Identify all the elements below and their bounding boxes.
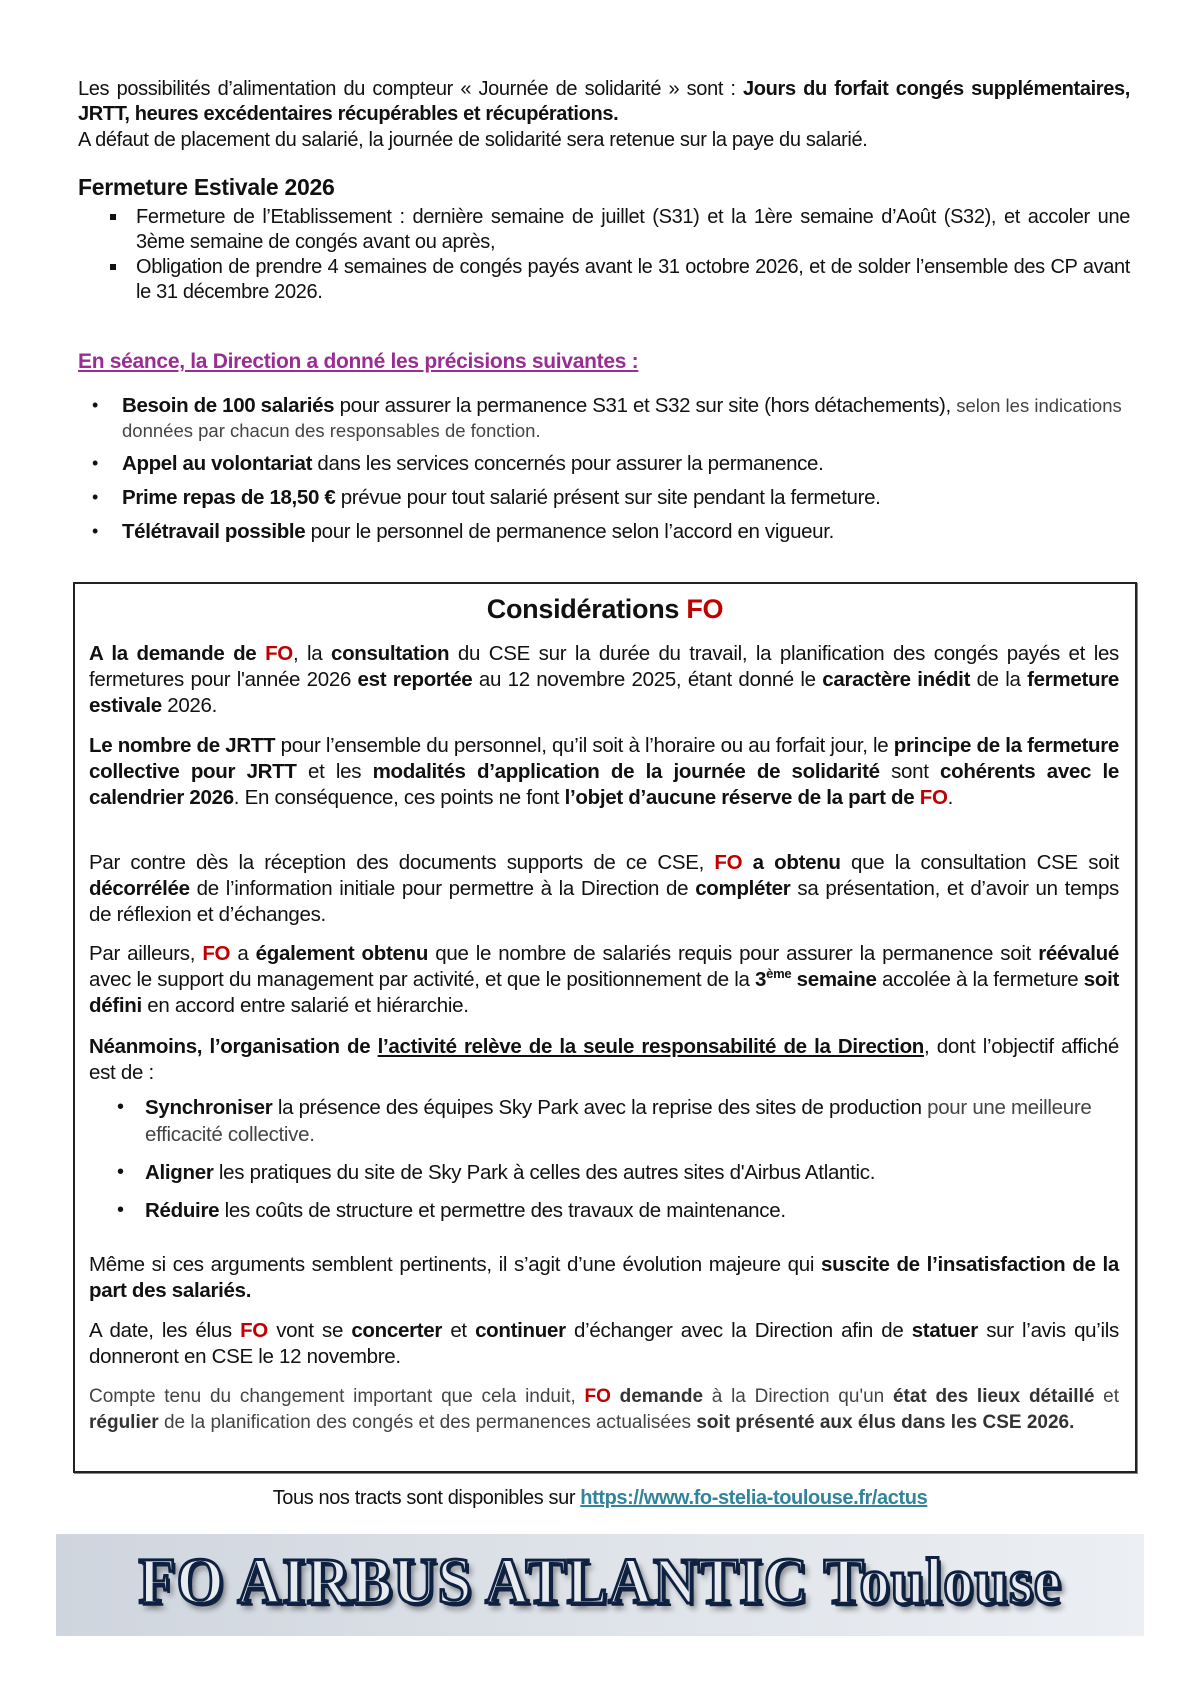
t: décorrélée	[89, 877, 190, 900]
t: Par contre dès la réception des documents supports de ce CSE,	[89, 851, 715, 874]
t: Réduire	[145, 1199, 220, 1222]
t: accolée à la fermeture	[876, 968, 1084, 991]
t: semaine	[791, 968, 877, 991]
t: concerter	[351, 1319, 443, 1342]
fo-mark: FO	[202, 942, 231, 965]
t: 2026.	[161, 694, 218, 717]
footer-tracts-line	[0, 1487, 1200, 1510]
seance-item	[78, 451, 1130, 476]
t: Par ailleurs,	[89, 942, 203, 965]
t: Néanmoins, l’organisation de	[89, 1035, 378, 1058]
seance-item	[78, 393, 1130, 443]
fo-mark: FO	[240, 1319, 268, 1342]
t: caractère inédit	[822, 668, 971, 691]
footer-banner	[56, 1534, 1144, 1636]
t: les pratiques du site de Sky Park à celles des autres sites d'Airbus Atlantic.	[213, 1161, 876, 1184]
fo-mark: FO	[265, 642, 293, 665]
t: avec le support du management par activité, et que le positionnement de la	[89, 968, 756, 991]
seance-list	[78, 393, 1130, 544]
estivale-item: Fermeture de l’Etablissement : dernière semaine de juillet (S31) et la 1ère semaine d’Août (S32), et accoler une 3ème semaine de congés avant ou après,	[78, 205, 1130, 255]
t: la présence des équipes Sky Park avec la reprise des sites de production	[272, 1096, 928, 1119]
intro-retention-line: A défaut de placement du salarié, la journée de solidarité sera retenue sur la paye du salarié.	[78, 129, 868, 151]
t: modalités d’application de la journée de solidarité	[372, 760, 880, 783]
t: les coûts de structure et permettre des travaux de maintenance.	[219, 1199, 786, 1222]
item-bold: Besoin de 100 salariés	[122, 394, 335, 417]
t: fermeture estivale	[89, 668, 1119, 717]
considerations-paragraph-3	[89, 850, 1119, 928]
t: statuer	[911, 1319, 978, 1342]
t: compléter	[695, 877, 791, 900]
t: A la demande de	[89, 642, 266, 665]
t: soit défini	[89, 968, 1119, 1017]
t: état des lieux détaillé	[892, 1386, 1095, 1407]
t: de l’information initiale pour permettre à la Direction de	[189, 877, 696, 900]
t: Synchroniser	[145, 1096, 273, 1119]
seance-item	[78, 485, 1130, 510]
t: demande	[610, 1386, 704, 1407]
t: sont	[879, 760, 941, 783]
estivale-item: Obligation de prendre 4 semaines de congés payés avant le 31 octobre 2026, et de solder l’ensemble des CP avant le 31 décembre 2026.	[78, 255, 1130, 305]
t: sur l’avis qu’ils donneront en CSE le 12 novembre.	[89, 1319, 1119, 1368]
t: Aligner	[145, 1161, 214, 1184]
objective-item	[89, 1094, 1119, 1148]
t: continuer	[475, 1319, 566, 1342]
considerations-paragraph-8	[89, 1384, 1119, 1436]
estivale-heading: Fermeture Estivale 2026	[78, 174, 335, 200]
objective-item	[89, 1159, 1119, 1186]
footer-text: Tous nos tracts sont disponibles sur	[272, 1487, 581, 1509]
considerations-paragraph-6	[89, 1252, 1119, 1304]
t: de la planification des congés et des permanences actualisées	[158, 1412, 697, 1433]
t: de la	[970, 668, 1028, 691]
t: réévalué	[1038, 942, 1119, 965]
tracts-link[interactable]: https://www.fo-stelia-toulouse.fr/actus	[580, 1487, 928, 1509]
t: Le nombre de JRTT	[89, 734, 276, 757]
item-text: pour assurer la permanence S31 et S32 sur site (hors détachements),	[334, 394, 957, 417]
t: Compte tenu du changement important que cela induit,	[89, 1386, 585, 1407]
t: également obtenu	[255, 942, 429, 965]
objectives-list	[89, 1094, 1119, 1224]
t: du CSE sur la durée du travail, la planification des congés payés et les fermetures pour l'année 2026	[89, 642, 1119, 691]
t: et	[1094, 1386, 1119, 1407]
intro-paragraph	[78, 77, 1130, 127]
considerations-paragraph-5	[89, 1034, 1119, 1086]
item-bold: Appel au volontariat	[122, 452, 313, 475]
fo-mark: FO	[584, 1386, 611, 1407]
t: au 12 novembre 2025, étant donné le	[472, 668, 823, 691]
item-bold: Prime repas de 18,50 €	[122, 486, 336, 509]
banner-title: FO AIRBUS ATLANTIC Toulouse	[138, 1545, 1062, 1618]
considerations-paragraph-4	[89, 941, 1119, 1019]
considerations-title	[75, 594, 1135, 625]
considerations-paragraph-7	[89, 1318, 1119, 1370]
estivale-list	[78, 205, 1130, 305]
t: que la consultation CSE soit	[840, 851, 1119, 874]
t: d’échanger avec la Direction afin de	[565, 1319, 912, 1342]
t: l’objet d’aucune réserve de la part de	[564, 786, 920, 809]
t: suscite de l’insatisfaction de la part des salariés.	[89, 1253, 1119, 1302]
fo-mark: FO	[714, 851, 743, 874]
t: en accord entre salarié et hiérarchie.	[141, 994, 469, 1017]
objective-item	[89, 1197, 1119, 1224]
t: 3	[755, 968, 767, 991]
seance-heading: En séance, la Direction a donné les précisions suivantes :	[78, 350, 639, 373]
intro-text: Les possibilités d’alimentation du compteur « Journée de solidarité » sont :	[78, 78, 744, 100]
fo-mark: FO	[919, 786, 948, 809]
t: à la Direction qu'un	[703, 1386, 893, 1407]
t: l’activité relève de la seule responsabilité de la Direction	[377, 1035, 925, 1058]
title-text: Considérations	[486, 594, 687, 624]
t: sa présentation, et d’avoir un temps de réflexion et d’échanges.	[89, 877, 1119, 926]
item-bold: Télétravail possible	[122, 520, 306, 543]
t: .	[947, 786, 954, 809]
t: et	[442, 1319, 476, 1342]
considerations-box	[73, 582, 1137, 1473]
t: Même si ces arguments semblent pertinents, il s’agit d’une évolution majeure qui	[89, 1253, 822, 1276]
t: pour l’ensemble du personnel, qu’il soit à l’horaire ou au forfait jour, le	[275, 734, 894, 757]
t: . En conséquence, ces points ne font	[233, 786, 565, 809]
t: vont se	[267, 1319, 352, 1342]
t: principe de la fermeture collective pour JRTT	[89, 734, 1119, 783]
item-text: prévue pour tout salarié présent sur site pendant la fermeture.	[335, 486, 881, 509]
superscript: ème	[766, 966, 792, 982]
t: que le nombre de salariés requis pour assurer la permanence soit	[428, 942, 1039, 965]
intro-bold-text: Jours du forfait congés supplémentaires, JRTT, heures excédentaires récupérables et récupérations.	[78, 78, 1130, 125]
t: pour une meilleure efficacité collective.	[145, 1096, 1092, 1146]
title-fo: FO	[686, 594, 724, 624]
considerations-paragraph-2	[89, 733, 1119, 811]
t: a obtenu	[742, 851, 841, 874]
seance-item	[78, 519, 1130, 544]
t: A date, les élus	[89, 1319, 241, 1342]
t: , la	[292, 642, 331, 665]
considerations-paragraph-1	[89, 641, 1119, 719]
item-text: dans les services concernés pour assurer la permanence.	[312, 452, 824, 475]
t: consultation	[330, 642, 450, 665]
t: , dont l’objectif affiché est de :	[89, 1035, 1120, 1084]
item-grey-text: selon les indications données par chacun des responsables de fonction.	[122, 395, 1122, 441]
t: a	[230, 942, 256, 965]
item-text: pour le personnel de permanence selon l’accord en vigueur.	[305, 520, 834, 543]
t: cohérents avec le calendrier 2026	[89, 760, 1120, 809]
t: et les	[296, 760, 373, 783]
t: régulier	[89, 1412, 159, 1433]
t: est reportée	[357, 668, 473, 691]
t: soit présenté aux élus dans les CSE 2026.	[696, 1412, 1075, 1433]
